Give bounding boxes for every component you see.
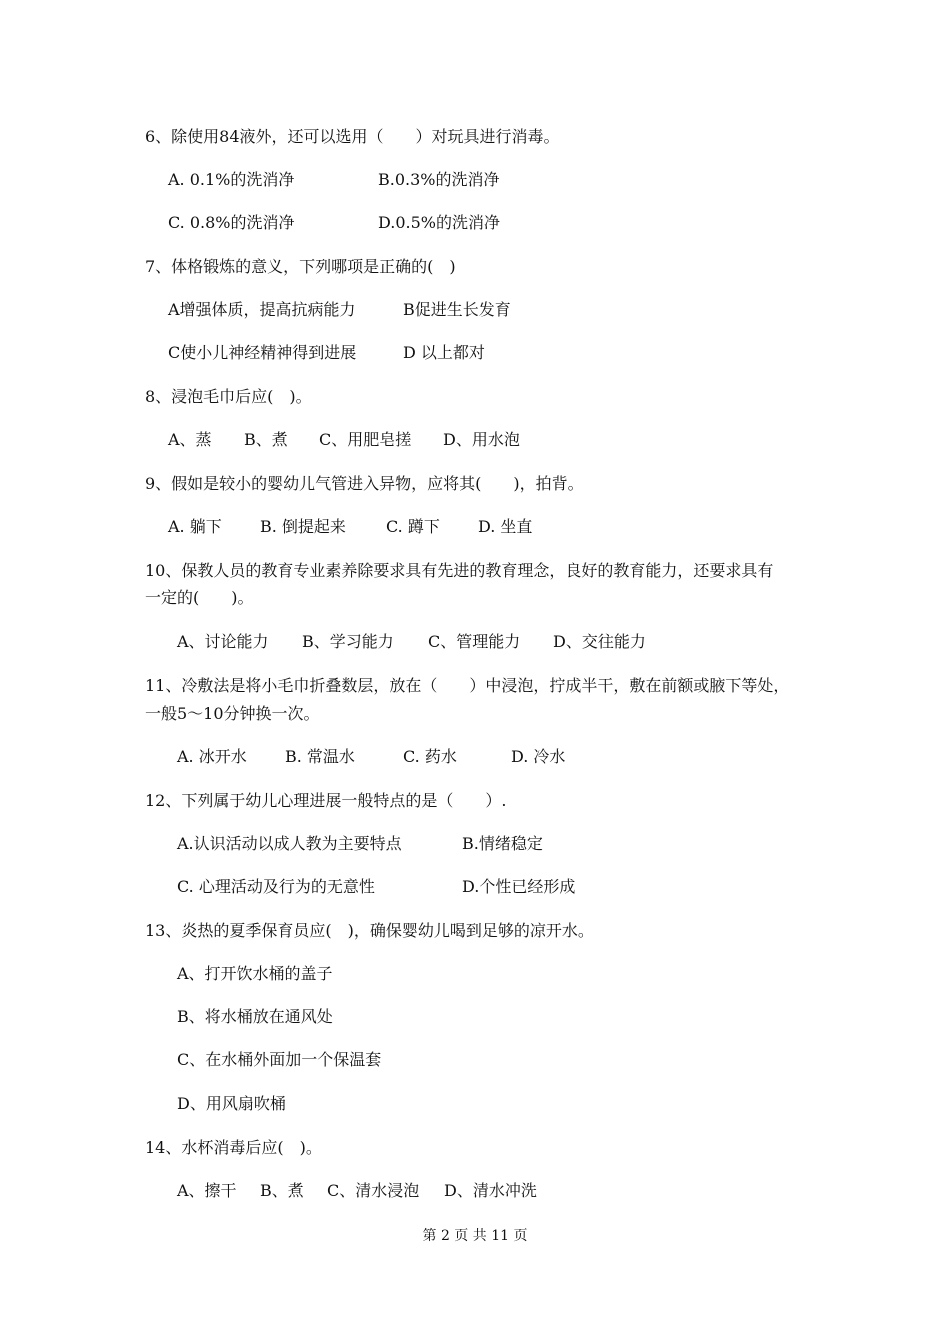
question-10-stem-line-1: 10、保教人员的教育专业素养除要求具有先进的教育理念，良好的教育能力，还要求具有 — [145, 561, 774, 580]
question-9-option-c: C. 蹲下 — [386, 517, 440, 536]
question-8-option-c: C、用肥皂搓 — [319, 430, 412, 449]
question-7-option-c: C使小儿神经精神得到进展 — [168, 343, 357, 362]
question-14-stem: 14、水杯消毒后应( )。 — [145, 1138, 322, 1157]
question-14-option-b: B、煮 — [260, 1181, 304, 1200]
question-10-option-d: D、交往能力 — [553, 632, 646, 651]
question-10-option-c: C、管理能力 — [428, 632, 521, 651]
page-number-footer: 第 2 页 共 11 页 — [422, 1228, 528, 1244]
question-6-option-c: C. 0.8%的洗消净 — [168, 213, 295, 232]
question-8-option-a: A、蒸 — [168, 430, 212, 449]
question-11-stem-line-2: 一般5～10分钟换一次。 — [145, 704, 320, 723]
question-10-stem-line-2: 一定的( )。 — [145, 588, 254, 607]
question-12-option-b: B.情绪稳定 — [462, 834, 543, 853]
question-12-option-c: C. 心理活动及行为的无意性 — [177, 877, 375, 896]
question-7-option-a: A增强体质，提高抗病能力 — [168, 300, 356, 319]
question-11-option-c: C. 药水 — [403, 747, 457, 766]
question-11-option-a: A. 冰开水 — [177, 747, 247, 766]
question-7-option-d: D 以上都对 — [403, 343, 485, 362]
question-8-option-d: D、用水泡 — [443, 430, 520, 449]
question-13-option-c: C、在水桶外面加一个保温套 — [177, 1050, 382, 1069]
question-9-option-a: A. 躺下 — [168, 517, 222, 536]
question-6-stem: 6、除使用84液外，还可以选用（ ）对玩具进行消毒。 — [145, 127, 560, 146]
question-9-stem: 9、假如是较小的婴幼儿气管进入异物，应将其( )，拍背。 — [145, 474, 584, 493]
question-13-option-d: D、用风扇吹桶 — [177, 1094, 286, 1113]
question-11-option-d: D. 冷水 — [511, 747, 566, 766]
question-13-option-a: A、打开饮水桶的盖子 — [177, 964, 333, 983]
question-14-option-a: A、擦干 — [177, 1181, 237, 1200]
question-9-option-d: D. 坐直 — [478, 517, 533, 536]
question-12-option-a: A.认识活动以成人教为主要特点 — [177, 834, 402, 853]
question-6-option-a: A. 0.1%的洗消净 — [168, 170, 295, 189]
question-7-stem: 7、体格锻炼的意义，下列哪项是正确的( ) — [145, 257, 456, 276]
question-13-stem: 13、炎热的夏季保育员应( )，确保婴幼儿喝到足够的凉开水。 — [145, 921, 594, 940]
question-8-stem: 8、浸泡毛巾后应( )。 — [145, 387, 312, 406]
question-14-option-d: D、清水冲洗 — [444, 1181, 537, 1200]
question-10-option-b: B、学习能力 — [302, 632, 394, 651]
question-11-stem-line-1: 11、冷敷法是将小毛巾折叠数层，放在（ ）中浸泡，拧成半干，敷在前额或腋下等处， — [145, 676, 790, 695]
question-14-option-c: C、清水浸泡 — [327, 1181, 420, 1200]
question-12-option-d: D.个性已经形成 — [462, 877, 576, 896]
question-6-option-d: D.0.5%的洗消净 — [378, 213, 500, 232]
question-13-option-b: B、将水桶放在通风处 — [177, 1007, 333, 1026]
question-8-option-b: B、煮 — [244, 430, 288, 449]
question-9-option-b: B. 倒提起来 — [260, 517, 346, 536]
question-12-stem: 12、下列属于幼儿心理进展一般特点的是（ ）. — [145, 791, 507, 810]
question-11-option-b: B. 常温水 — [285, 747, 355, 766]
question-6-option-b: B.0.3%的洗消净 — [378, 170, 500, 189]
question-7-option-b: B促进生长发育 — [403, 300, 511, 319]
question-10-option-a: A、讨论能力 — [177, 632, 269, 651]
